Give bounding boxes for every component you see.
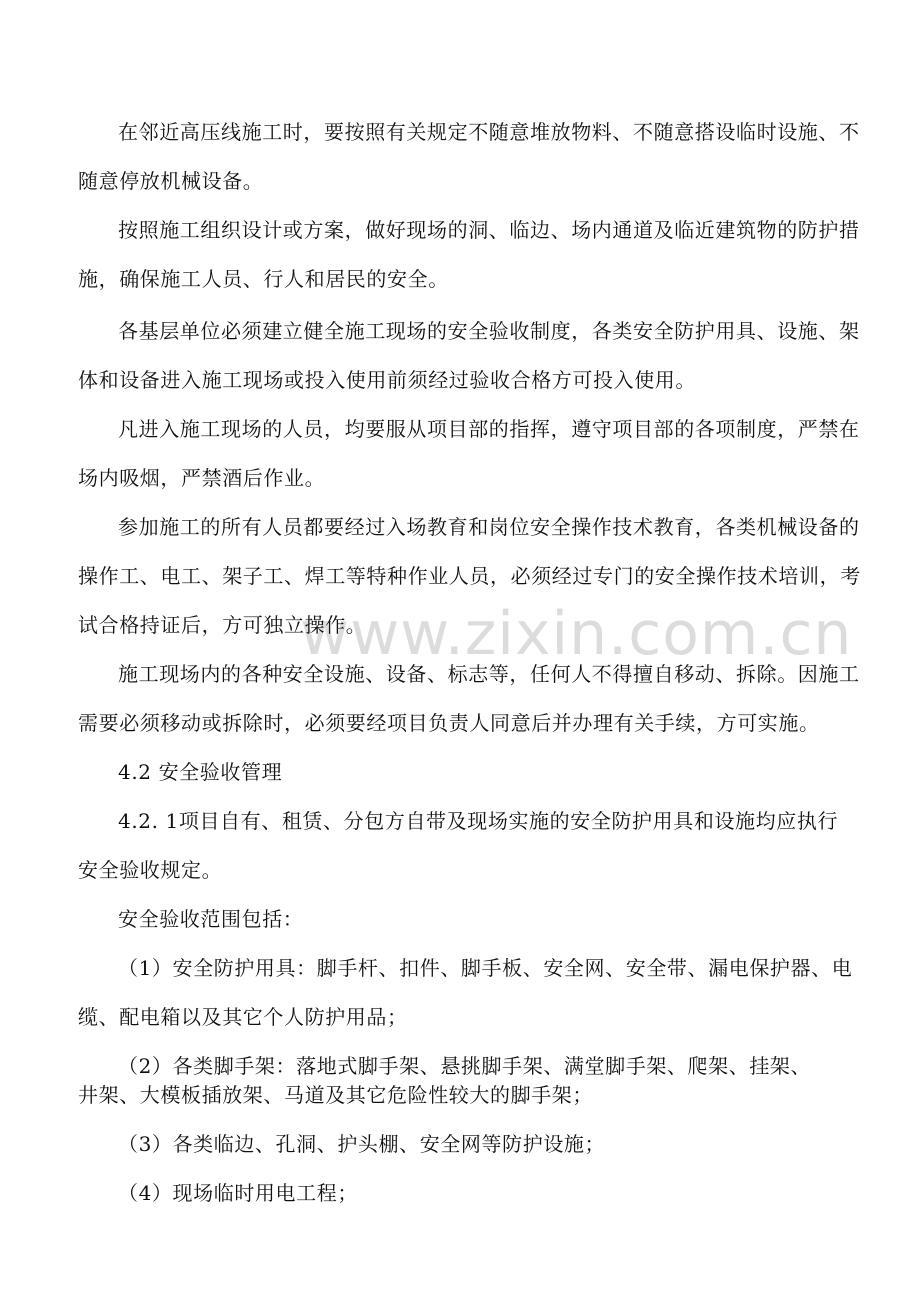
text-line: 场内吸烟，严禁酒后作业。	[78, 466, 326, 490]
text-line: 井架、大模板插放架、马道及其它危险性较大的脚手架；	[78, 1083, 593, 1107]
text-line: 操作工、电工、架子工、焊工等特种作业人员，必须经过专门的安全操作技术培训，考	[78, 564, 861, 588]
text-line: 需要必须移动或拆除时，必须要经项目负责人同意后并办理有关手续，方可实施。	[78, 711, 820, 735]
text-line: 施，确保施工人员、行人和居民的安全。	[78, 267, 449, 291]
text-line: （1）安全防护用具：脚手杆、扣件、脚手板、安全网、安全带、漏电保护器、电	[118, 956, 853, 980]
text-line: 各基层单位必须建立健全施工现场的安全验收制度，各类安全防护用具、设施、架	[118, 319, 860, 343]
text-line: （4）现场临时用电工程；	[118, 1181, 358, 1205]
text-line: 安全验收规定。	[78, 858, 223, 882]
watermark: www.zixin.com.cn	[300, 599, 853, 669]
text-line: （3）各类临边、孔洞、护头棚、安全网等防护设施；	[118, 1132, 606, 1156]
text-line: 试合格持证后，方可独立操作。	[78, 613, 367, 637]
text-line: 随意停放机械设备。	[78, 169, 264, 193]
text-line: 缆、配电箱以及其它个人防护用品；	[78, 1005, 408, 1029]
text-line: 安全验收范围包括：	[118, 907, 304, 931]
text-line: 施工现场内的各种安全设施、设备、标志等，任何人不得擅自移动、拆除。因施工	[118, 662, 860, 686]
text-line: 在邻近高压线施工时，要按照有关规定不随意堆放物料、不随意搭设临时设施、不	[118, 120, 860, 144]
text-line: （2）各类脚手架：落地式脚手架、悬挑脚手架、满堂脚手架、爬架、挂架、	[118, 1054, 812, 1078]
text-line: 凡进入施工现场的人员，均要服从项目部的指挥，遵守项目部的各项制度，严禁在	[118, 417, 860, 441]
text-line: 参加施工的所有人员都要经过入场教育和岗位安全操作技术教育，各类机械设备的	[118, 515, 860, 539]
text-line: 体和设备进入施工现场或投入使用前须经过验收合格方可投入使用。	[78, 368, 696, 392]
section-heading: 4.2 安全验收管理	[118, 760, 283, 784]
text-line: 4.2. 1项目自有、租赁、分包方自带及现场实施的安全防护用具和设施均应执行	[118, 809, 839, 833]
text-line: 按照施工组织设计或方案，做好现场的洞、临边、场内通道及临近建筑物的防护措	[118, 218, 860, 242]
